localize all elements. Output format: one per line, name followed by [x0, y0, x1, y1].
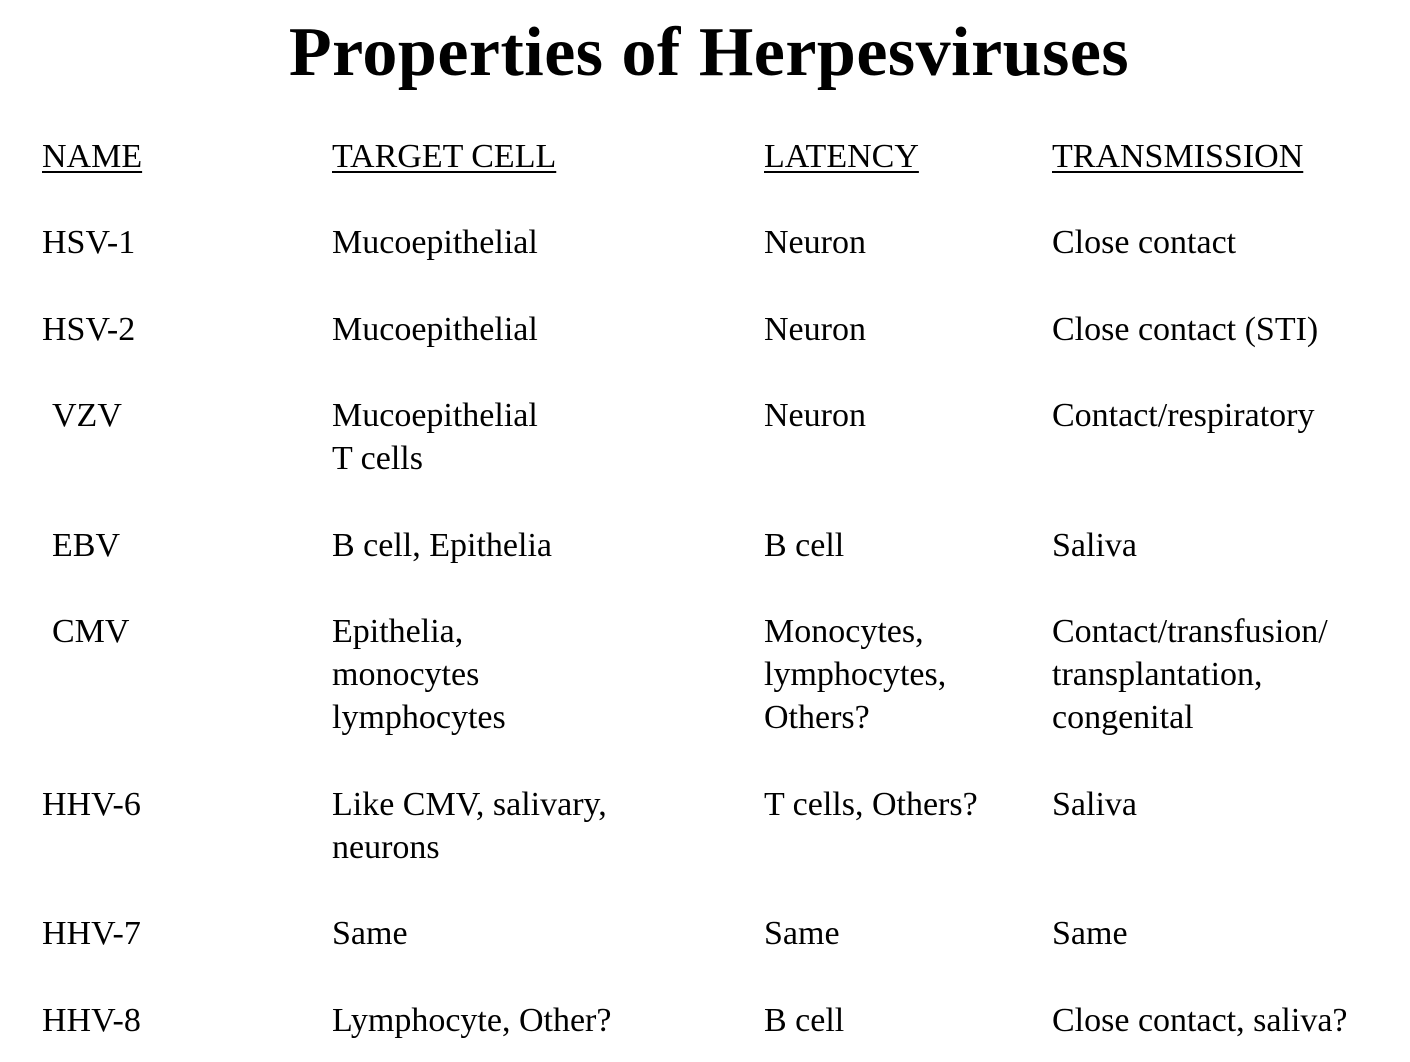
row-transmission-cmv: Contact/transfusion/ transplantation, congenital — [1052, 613, 1328, 736]
row-target-cell-hhv8: Lymphocyte, Other? — [332, 1002, 612, 1039]
row-target-cell-hhv6: Like CMV, salivary, neurons — [332, 786, 607, 866]
row-transmission-hhv7: Same — [1052, 915, 1128, 952]
row-latency-ebv: B cell — [764, 527, 845, 564]
row-latency-hsv1: Neuron — [764, 224, 866, 261]
row-transmission-hhv8: Close contact, saliva? — [1052, 1002, 1348, 1039]
row-transmission-vzv: Contact/respiratory — [1052, 397, 1315, 434]
row-transmission-ebv: Saliva — [1052, 527, 1137, 564]
row-latency-vzv: Neuron — [764, 397, 866, 434]
header-target-cell: TARGET CELL — [332, 138, 557, 175]
row-name-hsv1: HSV-1 — [42, 224, 136, 261]
row-target-cell-cmv: Epithelia, monocytes lymphocytes — [332, 613, 506, 736]
row-latency-hhv7: Same — [764, 915, 840, 952]
row-name-hsv2: HSV-2 — [42, 311, 136, 348]
row-target-cell-hsv1: Mucoepithelial — [332, 224, 538, 261]
header-transmission: TRANSMISSION — [1052, 138, 1304, 175]
row-name-hhv8: HHV-8 — [42, 1002, 141, 1039]
row-target-cell-hhv7: Same — [332, 915, 408, 952]
row-latency-hhv8: B cell — [764, 1002, 845, 1039]
header-name: NAME — [42, 138, 143, 175]
row-name-vzv: VZV — [52, 397, 122, 434]
row-latency-hhv6: T cells, Others? — [764, 786, 978, 823]
row-name-hhv6: HHV-6 — [42, 786, 141, 823]
row-name-ebv: EBV — [52, 527, 120, 564]
row-latency-hsv2: Neuron — [764, 311, 866, 348]
row-transmission-hsv2: Close contact (STI) — [1052, 311, 1319, 348]
header-latency: LATENCY — [764, 138, 919, 175]
row-name-hhv7: HHV-7 — [42, 915, 141, 952]
row-name-cmv: CMV — [52, 613, 130, 650]
row-target-cell-ebv: B cell, Epithelia — [332, 527, 552, 564]
row-target-cell-vzv: Mucoepithelial T cells — [332, 397, 538, 477]
row-latency-cmv: Monocytes, lymphocytes, Others? — [764, 613, 947, 736]
row-transmission-hhv6: Saliva — [1052, 786, 1137, 823]
page-title: Properties of Herpesviruses — [288, 14, 1130, 91]
row-target-cell-hsv2: Mucoepithelial — [332, 311, 538, 348]
row-transmission-hsv1: Close contact — [1052, 224, 1237, 261]
